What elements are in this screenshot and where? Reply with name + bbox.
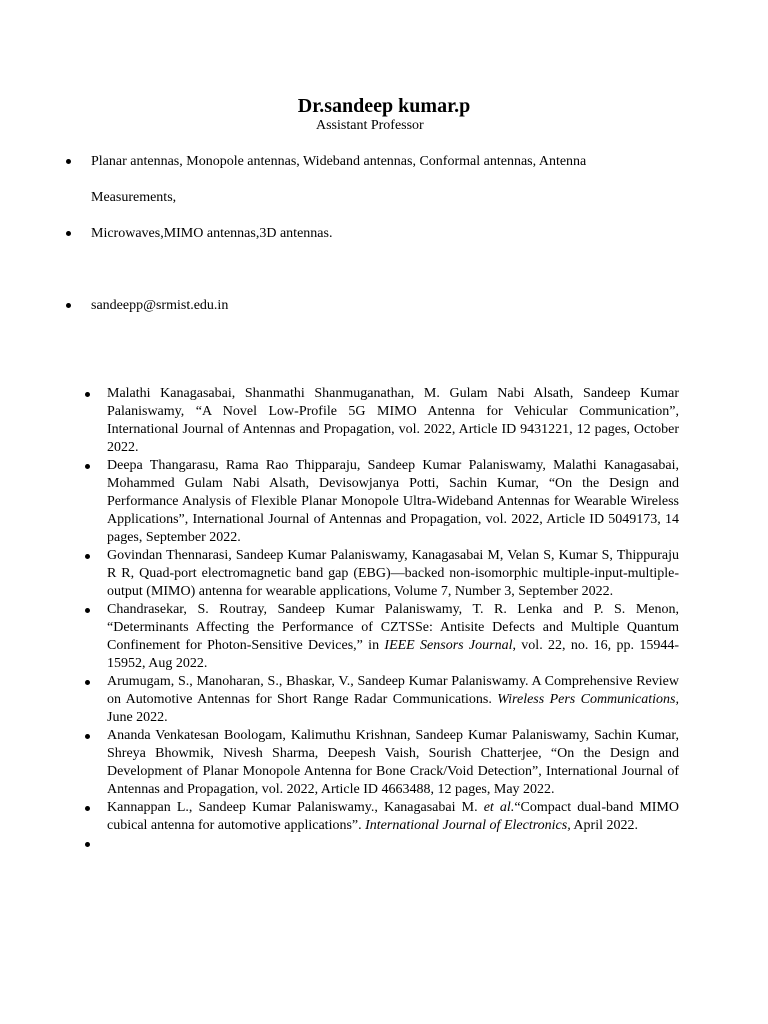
publication-item xyxy=(85,601,679,673)
publication-item xyxy=(85,457,679,547)
interest-item-1-continued: Measurements, xyxy=(91,190,177,205)
bullet-icon xyxy=(66,231,71,236)
publication-list xyxy=(85,385,679,853)
publication-item xyxy=(85,673,679,727)
bullet-icon xyxy=(85,842,90,847)
journal-name: Wireless Pers Communications, xyxy=(497,692,679,707)
publication-text: “Compact dual-band MIMO cubical antenna for automotive applications”. xyxy=(107,800,679,833)
publication-item xyxy=(85,799,679,835)
publication-text: Malathi Kanagasabai, Shanmathi Shanmuganathan, M. Gulam Nabi Alsath, Sandeep Kumar Palaniswamy, “A Novel Low-Profile 5G MIMO Antenna for Vehicular Communication”, International Journal of Antennas and Propagation, vol. 2022, Article ID 9431221, 12 pages, October 2022. xyxy=(107,386,679,455)
publication-text: Deepa Thangarasu, Rama Rao Thipparaju, Sandeep Kumar Palaniswamy, Malathi Kanagasabai, Mohammed Gulam Nabi Alsath, Devisowjanya Potti, Sachin Kumar, “On the Design and Performance Analysis of Flexible Planar Monopole Ultra-Wideband Antennas for Wearable Wireless Applications”, International Journal of Antennas and Propagation, vol. 2022, Article ID 5049173, 14 pages, September 2022. xyxy=(107,458,679,545)
bullet-icon xyxy=(85,608,90,613)
bullet-icon xyxy=(85,734,90,739)
bullet-icon xyxy=(85,554,90,559)
bullet-icon xyxy=(85,680,90,685)
publication-text: Ananda Venkatesan Boologam, Kalimuthu Krishnan, Sandeep Kumar Palaniswamy, Sachin Kumar, Shreya Bhowmik, Nivesh Sharma, Deepesh Vaish, Sourish Chatterjee, “On the Design and Development of Planar Monopole Antenna for Bone Crack/Void Detection”, International Journal of Antennas and Propagation, vol. 2022, Article ID 4663488, 12 pages, May 2022. xyxy=(107,728,679,797)
journal-name: International Journal of Electronics, xyxy=(365,818,571,833)
publication-text: April 2022. xyxy=(570,818,638,833)
empty-list-item xyxy=(85,835,679,853)
bullet-icon xyxy=(66,159,71,164)
publication-text: Arumugam, S., Manoharan, S., Bhaskar, V., Sandeep Kumar Palaniswamy. A Comprehensive Review on Automotive Antennas for Short Range Radar Communications. xyxy=(107,674,679,707)
publication-text: , vol. 22, no. 16, pp. 15944-15952, Aug 2022. xyxy=(107,638,679,671)
publication-text: Govindan Thennarasi, Sandeep Kumar Palaniswamy, Kanagasabai M, Velan S, Kumar S, Thippuraju R R, Quad-port electromagnetic band gap (EBG)—backed non-isomorphic multiple-input-multiple-output (MIMO) antenna for wearable applications, Volume 7, Number 3, September 2022. xyxy=(107,548,679,599)
publication-text: Kannappan L., Sandeep Kumar Palaniswamy., Kanagasabai M. xyxy=(107,800,484,815)
publication-text: June 2022. xyxy=(107,710,168,725)
publication-item xyxy=(85,547,679,601)
bullet-icon xyxy=(85,392,90,397)
interest-item-1: Planar antennas, Monopole antennas, Wideband antennas, Conformal antennas, Antenna xyxy=(91,154,587,169)
interest-item-2: Microwaves,MIMO antennas,3D antennas. xyxy=(91,226,333,241)
email-address[interactable]: sandeepp@srmist.edu.in xyxy=(91,298,229,313)
et-al: et al. xyxy=(483,800,515,815)
publication-item xyxy=(85,727,679,799)
person-name: Dr.sandeep kumar.p xyxy=(297,95,471,117)
bullet-icon xyxy=(85,464,90,469)
journal-name: IEEE Sensors Journal xyxy=(384,638,513,653)
publication-text: Chandrasekar, S. Routray, Sandeep Kumar Palaniswamy, T. R. Lenka and P. S. Menon, “Determinants Affecting the Performance of CZTSSe: Antisite Defects and Multiple Quantum Confinement for Photon-Sensitive Devices,” in xyxy=(107,602,679,653)
bullet-icon xyxy=(66,303,71,308)
job-title: Assistant Professor xyxy=(316,118,424,133)
publication-item xyxy=(85,385,679,457)
bullet-icon xyxy=(85,806,90,811)
